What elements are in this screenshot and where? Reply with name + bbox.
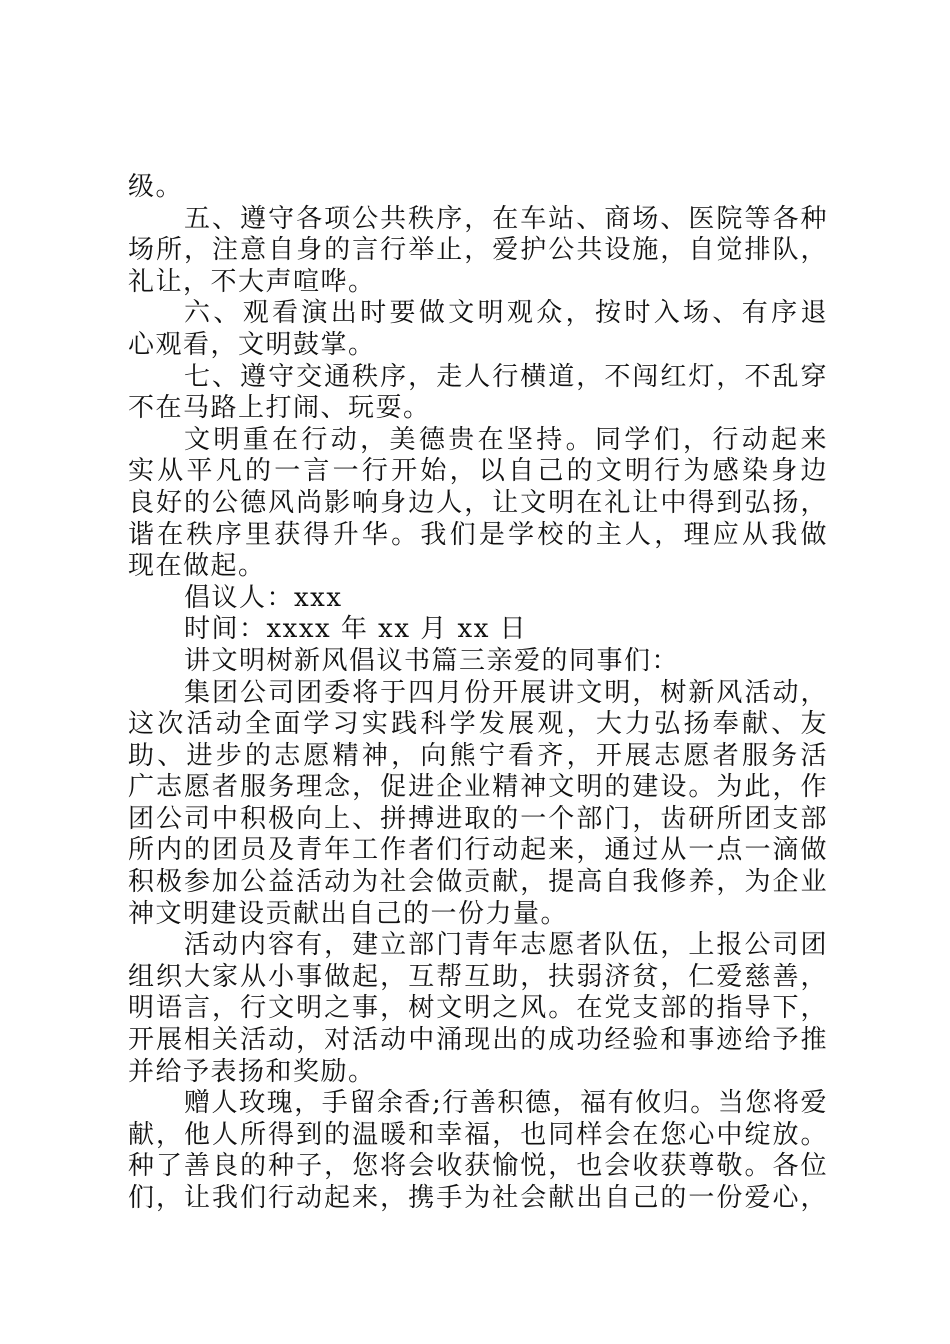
text-line: 并给予表扬和奖励。 <box>128 1056 376 1087</box>
text-line: 实从平凡的一言一行开始，以自己的文明行为感染身边 <box>128 456 828 487</box>
text-line: 集团公司团委将于四月份开展讲文明，树新风活动， <box>184 677 828 708</box>
text-line: 团公司中积极向上、拼搏进取的一个部门，齿研所团支部 <box>128 803 828 834</box>
text-line: 级。 <box>128 172 184 202</box>
text-line: 心观看，文明鼓掌。 <box>128 329 376 360</box>
text-line: 场所，注意自身的言行举止，爱护公共设施，自觉排队， <box>128 235 828 266</box>
text-line: 献，他人所得到的温暖和幸福，也同样会在您心中绽放。 <box>128 1119 828 1150</box>
text-line: 积极参加公益活动为社会做贡献，提高自我修养，为企业 <box>128 867 828 898</box>
text-line: 礼让，不大声喧哗。 <box>128 266 376 297</box>
text-line: 谐在秩序里获得升华。我们是学校的主人，理应从我做 <box>128 519 828 550</box>
text-line: 五、遵守各项公共秩序，在车站、商场、医院等各种 <box>184 203 828 234</box>
text-line: 所内的团员及青年工作者们行动起来，通过从一点一滴做 <box>128 835 828 866</box>
text-line: 良好的公德风尚影响身边人，让文明在礼让中得到弘扬， <box>128 487 828 518</box>
text-line: 六、观看演出时要做文明观众，按时入场、有序退 <box>184 298 828 329</box>
text-line: 种了善良的种子，您将会收获愉悦，也会收获尊敬。各位 <box>128 1151 828 1182</box>
text-line: 不在马路上打闹、玩耍。 <box>128 393 431 424</box>
text-line: 组织大家从小事做起，互帮互助，扶弱济贫，仁爱慈善， <box>128 961 828 992</box>
date-line: 时间：xxxx 年 xx 月 xx 日 <box>184 614 528 645</box>
text-line: 助、进步的志愿精神，向熊宁看齐，开展志愿者服务活 <box>128 740 828 771</box>
text-line: 赠人玫瑰，手留余香;行善积德，福有攸归。当您将爱 <box>184 1088 828 1119</box>
text-line: 广志愿者服务理念，促进企业精神文明的建设。为此，作 <box>128 772 828 803</box>
text-line: 开展相关活动，对活动中涌现出的成功经验和事迹给予推 <box>128 1025 828 1056</box>
signatory-line: 倡议人：xxx <box>184 582 343 613</box>
text-line: 们，让我们行动起来，携手为社会献出自己的一份爱心， <box>128 1183 828 1213</box>
text-line: 文明重在行动，美德贵在坚持。同学们，行动起来 <box>184 424 828 455</box>
text-line: 神文明建设贡献出自己的一份力量。 <box>128 898 569 929</box>
text-line: 这次活动全面学习实践科学发展观，大力弘扬奉献、友 <box>128 709 828 740</box>
document-body <box>128 172 828 1215</box>
section-heading: 讲文明树新风倡议书篇三亲爱的同事们： <box>184 645 680 676</box>
text-line: 活动内容有，建立部门青年志愿者队伍，上报公司团 <box>184 930 828 961</box>
text-line: 七、遵守交通秩序，走人行横道，不闯红灯，不乱穿 <box>184 361 828 392</box>
text-line: 现在做起。 <box>128 551 266 582</box>
text-line: 明语言，行文明之事，树文明之风。在党支部的指导下， <box>128 993 828 1024</box>
